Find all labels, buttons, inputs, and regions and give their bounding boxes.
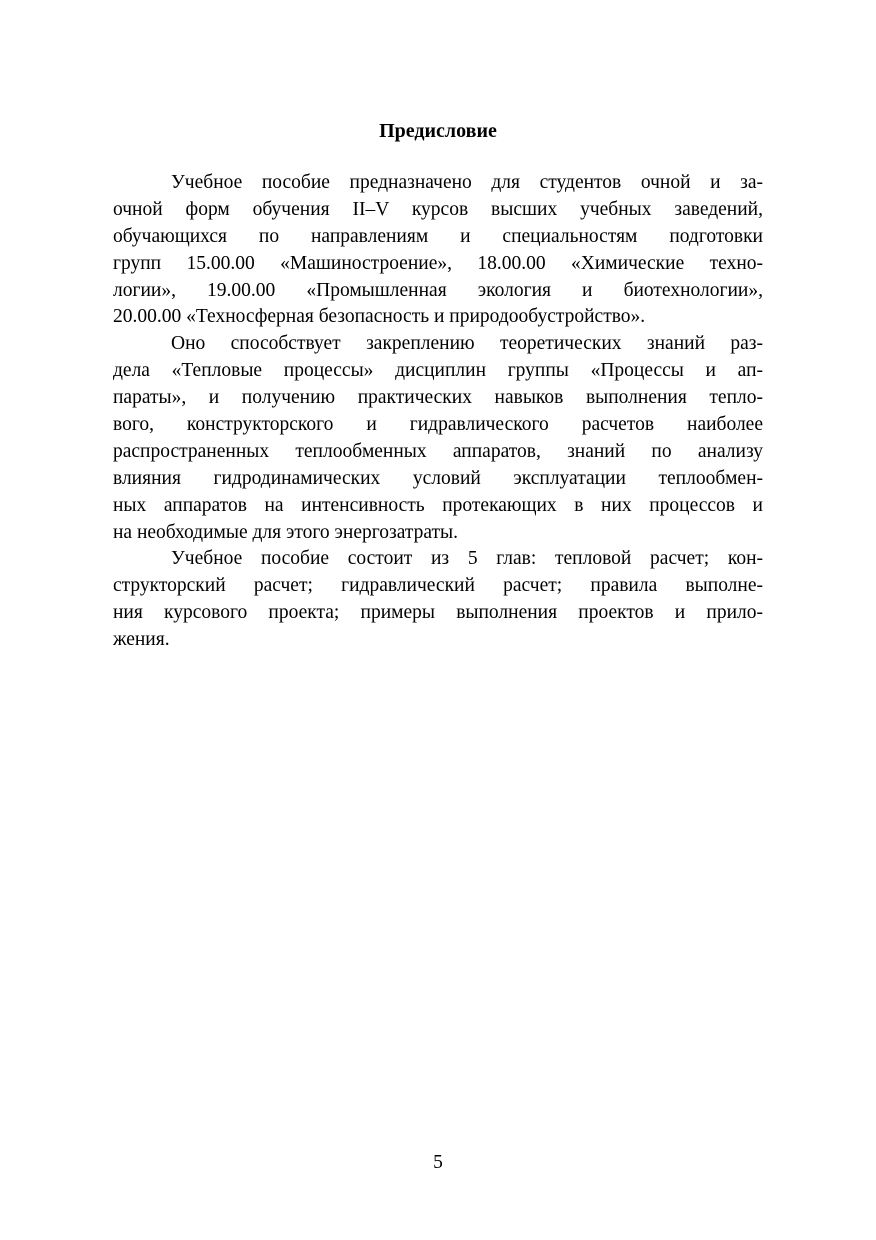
text-line: распространенных теплообменных аппаратов, знаний по анализу [113, 440, 763, 462]
text-line: Оно способствует закреплению теоретических знаний раз- [171, 333, 763, 355]
text-line: очной форм обучения II–V курсов высших учебных заведений, [113, 198, 763, 220]
text-line: логии», 19.00.00 «Промышленная экология и биотехнологии», [113, 279, 763, 301]
body-text [113, 170, 763, 654]
text-line: обучающихся по направлениям и специальностям подготовки [113, 225, 763, 247]
paragraph-2 [113, 331, 763, 546]
text-line: групп 15.00.00 «Машиностроение», 18.00.00 «Химические техно- [113, 252, 763, 274]
text-line: влияния гидродинамических условий эксплуатации теплообмен- [113, 467, 763, 489]
text-line: вого, конструкторского и гидравлического расчетов наиболее [113, 414, 763, 436]
text-line: на необходимые для этого энергозатраты. [113, 521, 459, 543]
text-line: 20.00.00 «Техносферная безопасность и природообустройство». [113, 306, 646, 328]
text-line: Учебное пособие предназначено для студентов очной и за- [171, 172, 763, 193]
page-number: 5 [433, 1152, 443, 1173]
paragraph-1 [113, 170, 763, 331]
page-title: Предисловие [379, 120, 497, 142]
text-line: жения. [113, 629, 170, 651]
text-line: структорский расчет; гидравлический расчет; правила выполне- [113, 575, 763, 597]
text-line: ния курсового проекта; примеры выполнения проектов и прило- [113, 602, 763, 624]
text-line: ных аппаратов на интенсивность протекающих в них процессов и [113, 494, 763, 516]
text-line: Учебное пособие состоит из 5 глав: тепловой расчет; кон- [171, 548, 763, 570]
text-line: дела «Тепловые процессы» дисциплин группы «Процессы и ап- [113, 360, 763, 382]
text-line: параты», и получению практических навыков выполнения тепло- [113, 387, 763, 409]
paragraph-3 [113, 546, 763, 654]
